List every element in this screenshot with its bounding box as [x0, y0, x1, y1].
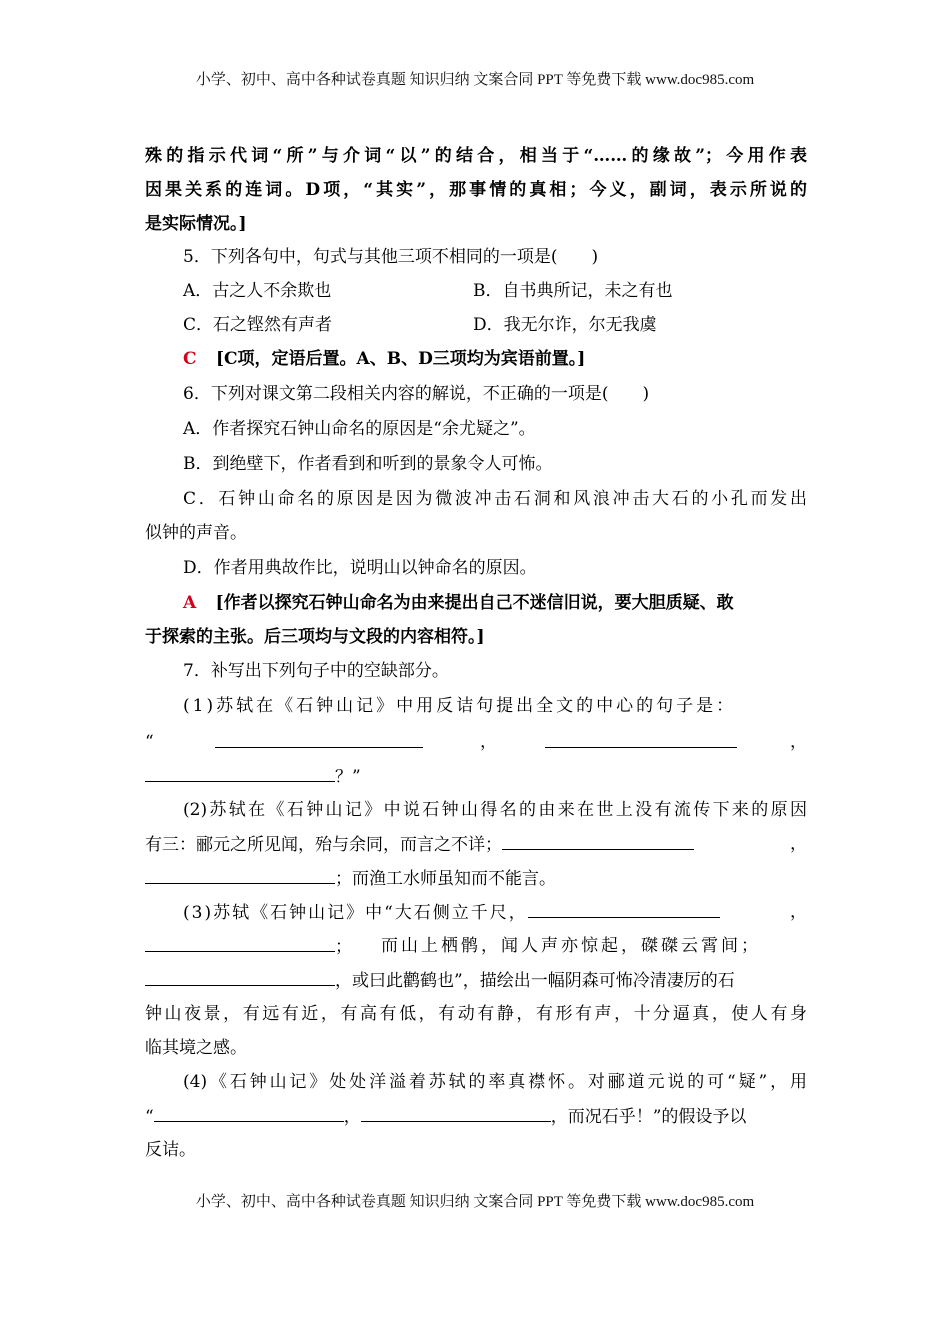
q7-part-3-line-1: (3)苏轼《石钟山记》中“大石侧立千尺， ， — [183, 902, 807, 923]
q6-option-a: A．作者探究石钟山命名的原因是“余尤疑之”。 — [183, 419, 536, 439]
q5-options-row-1 — [183, 279, 783, 303]
q7-part-1-line-2: “ ， ， — [145, 732, 807, 752]
q7-part-2-line-3: ；而渔工水师虽知而不能言。 — [145, 866, 807, 891]
q6-answer-letter: A — [183, 593, 197, 613]
q6-option-d: D．作者用典故作比，说明山以钟命名的原因。 — [183, 558, 537, 578]
q7-part-3-line-2: ； 而山上栖鹘，闻人声亦惊起，磔磔云霄间； — [145, 934, 807, 959]
q6-option-b: B．到绝壁下，作者看到和听到的景象令人可怖。 — [183, 454, 553, 474]
prev-answer-line-1: 殊的指示代词“所”与介词“以”的结合，相当于“……的缘故”；今用作表 — [145, 146, 807, 166]
answer-blank[interactable] — [145, 934, 335, 952]
page-footer: 小学、初中、高中各种试卷真题 知识归纳 文案合同 PPT 等免费下载 www.doc985.com — [195, 1194, 755, 1210]
prev-answer-line-2: 因果关系的连词。D项，“其实”，那事情的真相；今义，副词，表示所说的 — [145, 180, 807, 200]
answer-blank[interactable] — [502, 832, 694, 850]
q5-stem: 5．下列各句中，句式与其他三项不相同的一项是( ) — [183, 247, 599, 267]
q6-answer — [183, 591, 807, 615]
page-header: 小学、初中、高中各种试卷真题 知识归纳 文案合同 PPT 等免费下载 www.doc985.com — [195, 72, 755, 88]
q5-option-b: B．自书典所记，未之有也 — [473, 281, 673, 301]
prev-answer-line-3: 是实际情况。] — [145, 214, 247, 234]
q7-part-3-line-3: ，或曰此鹳鹤也”，描绘出一幅阴森可怖冷清凄厉的石 — [145, 968, 807, 993]
q7-part-3-line-4: 钟山夜景，有远有近，有高有低，有动有静，有形有声，十分逼真，使人有身 — [145, 1004, 807, 1024]
answer-blank[interactable] — [528, 900, 720, 918]
q7-part-4-line-1: (4)《石钟山记》处处洋溢着苏轼的率真襟怀。对郦道元说的可“疑”，用 — [183, 1072, 807, 1092]
answer-blank[interactable] — [215, 730, 423, 748]
q6-explanation-line-2: 于探索的主张。后三项均与文段的内容相符。] — [145, 627, 485, 647]
q7-part-3-line-5: 临其境之感。 — [145, 1038, 247, 1058]
q5-explanation: [C项，定语后置。A、B、D三项均为宾语前置。] — [215, 349, 586, 369]
answer-blank[interactable] — [145, 968, 335, 986]
q5-options-row-2 — [183, 313, 783, 337]
q7-part-2-line-1: (2)苏轼在《石钟山记》中说石钟山得名的由来在世上没有流传下来的原因 — [183, 800, 807, 820]
q5-option-c: C．石之铿然有声者 — [183, 315, 333, 335]
q7-stem: 7．补写出下列句子中的空缺部分。 — [183, 661, 449, 681]
answer-blank[interactable] — [154, 1104, 344, 1122]
answer-blank[interactable] — [545, 730, 737, 748]
q7-part-4-line-3: 反诘。 — [145, 1140, 196, 1160]
q6-stem: 6．下列对课文第二段相关内容的解说，不正确的一项是( ) — [183, 384, 650, 404]
q6-option-c-line-2: 似钟的声音。 — [145, 523, 247, 543]
q5-answer-letter: C — [183, 349, 197, 369]
answer-blank[interactable] — [145, 764, 335, 782]
q7-part-2-line-2: 有三：郦元之所见闻，殆与余同，而言之不详； ， — [145, 834, 807, 855]
q7-part-4-line-2: “ ， ，而况石乎！”的假设予以 — [145, 1104, 807, 1129]
q7-part-1-line-1: (1)苏轼在《石钟山记》中用反诘句提出全文的中心的句子是： — [183, 696, 737, 716]
q5-option-a: A．古之人不余欺也 — [183, 281, 332, 301]
q6-explanation-line-1: [作者以探究石钟山命名为由来提出自己不迷信旧说，要大胆质疑、敢 — [215, 593, 734, 613]
q7-part-1-line-3: ？” — [145, 764, 807, 789]
q5-answer — [183, 347, 845, 371]
answer-blank[interactable] — [145, 866, 335, 884]
q6-option-c-line-1: C．石钟山命名的原因是因为微波冲击石洞和风浪冲击大石的小孔而发出 — [183, 489, 807, 509]
answer-blank[interactable] — [361, 1104, 551, 1122]
q5-option-d: D．我无尔诈，尔无我虞 — [473, 315, 657, 335]
